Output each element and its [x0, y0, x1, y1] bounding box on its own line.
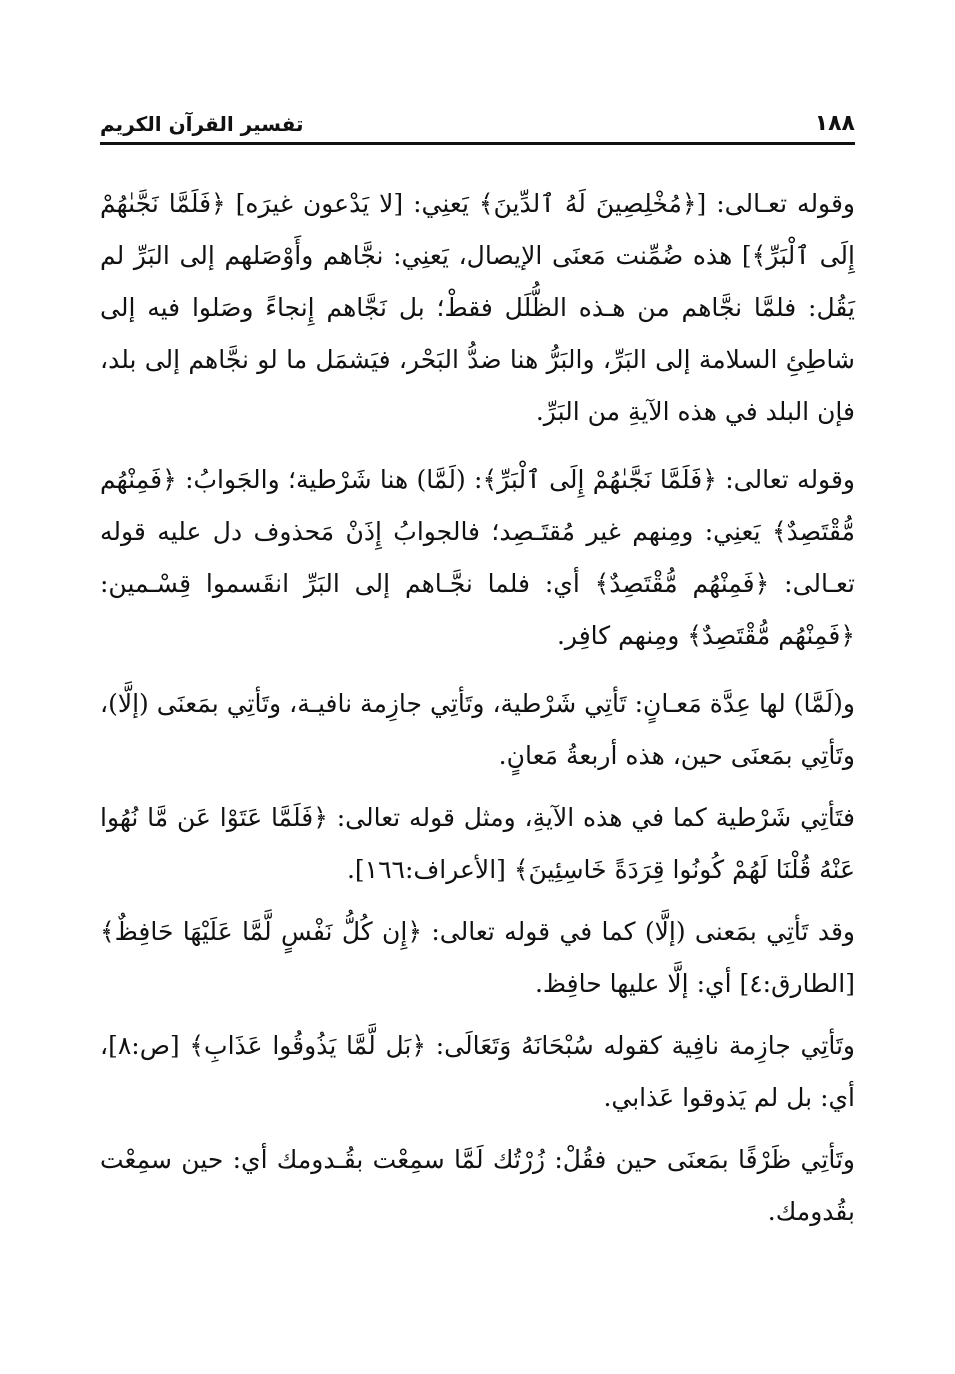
paragraph-7: وتَأتِي ظَرْفًا بمَعنَى حين فقُلْ: زُرْتُك لَمَّا سمِعْت بقُـدومك أي: حين سمِعْت بقُدومك. — [100, 1145, 855, 1226]
page-number: ١٨٨ — [814, 111, 855, 136]
paragraph-1: وقوله تعـالى: [﴿مُخْلِصِينَ لَهُ ٱلدِّينَ﴾ يَعنِي: [لا يَدْعون غيرَه] ﴿فَلَمَّا نَجَّىٰهُمْ إِلَى ٱلْبَرِّ﴾] هذه ضُمِّنت مَعنَى الإيصال، يَعنِي: نجَّاهم وأَوْصَلهم إلى البَرِّ لم يَقُل: فلمَّا نجَّاهم من هـذه الظُّلَل فقطْ؛ بل نَجَّاهم إِنجاءً وصَلوا فيه إلى شاطِئِ السلامة إلى البَرِّ، والبَرُّ هنا ضدُّ البَحْر، فيَشمَل ما لو نجَّاهم إلى بلد، فإن البلد في هذه الآيةِ من البَرِّ. — [100, 189, 855, 426]
book-title: تفسير القرآن الكريم — [100, 112, 304, 136]
paragraph-5: وقد تَأتِي بمَعنى (إلَّا) كما في قوله تعالى: ﴿إِن كُلُّ نَفْسٍ لَّمَّا عَلَيْهَا حَافِظٌ﴾ [الطارق:٤] أي: إلَّا عليها حافِظ. — [100, 917, 855, 998]
paragraph-3: و(لَمَّا) لها عِدَّة مَعـانٍ: تَأتِي شَرْطية، وتَأتِي جازِمة نافيـة، وتَأتِي بمَعنَى (إلَّا)، وتَأتِي بمَعنَى حين، هذه أربعةُ مَعانٍ. — [100, 689, 855, 770]
page-body — [100, 178, 855, 1248]
page-header — [100, 96, 855, 145]
paragraph-6: وتَأتِي جازِمة نافِية كقوله سُبْحَانَهُ وَتَعَالَى: ﴿بَل لَّمَّا يَذُوقُوا عَذَابِ﴾ [ص:٨]، أي: بل لم يَذوقوا عَذابي. — [100, 1031, 855, 1112]
paragraph-4: فتَأتِي شَرْطية كما في هذه الآيةِ، ومثل قوله تعالى: ﴿فَلَمَّا عَتَوْا عَن مَّا نُهُوا عَنْهُ قُلْنَا لَهُمْ كُونُوا قِرَدَةً خَاسِئِينَ﴾ [الأعراف:١٦٦]. — [100, 803, 855, 884]
paragraph-2: وقوله تعالى: ﴿فَلَمَّا نَجَّىٰهُمْ إِلَى ٱلْبَرِّ﴾: (لَمَّا) هنا شَرْطية؛ والجَوابُ: ﴿فَمِنْهُم مُّقْتَصِدٌ﴾ يَعنِي: ومِنهم غير مُقتَـصِد؛ فالجوابُ إِذَنْ مَحذوف دل عليه قوله تعـالى: ﴿فَمِنْهُم مُّقْتَصِدٌ﴾ أي: فلما نجَّـاهم إلى البَرِّ انقَسموا قِسْـمين: ﴿فَمِنْهُم مُّقْتَصِدٌ﴾ ومِنهم كافِر. — [100, 465, 855, 650]
